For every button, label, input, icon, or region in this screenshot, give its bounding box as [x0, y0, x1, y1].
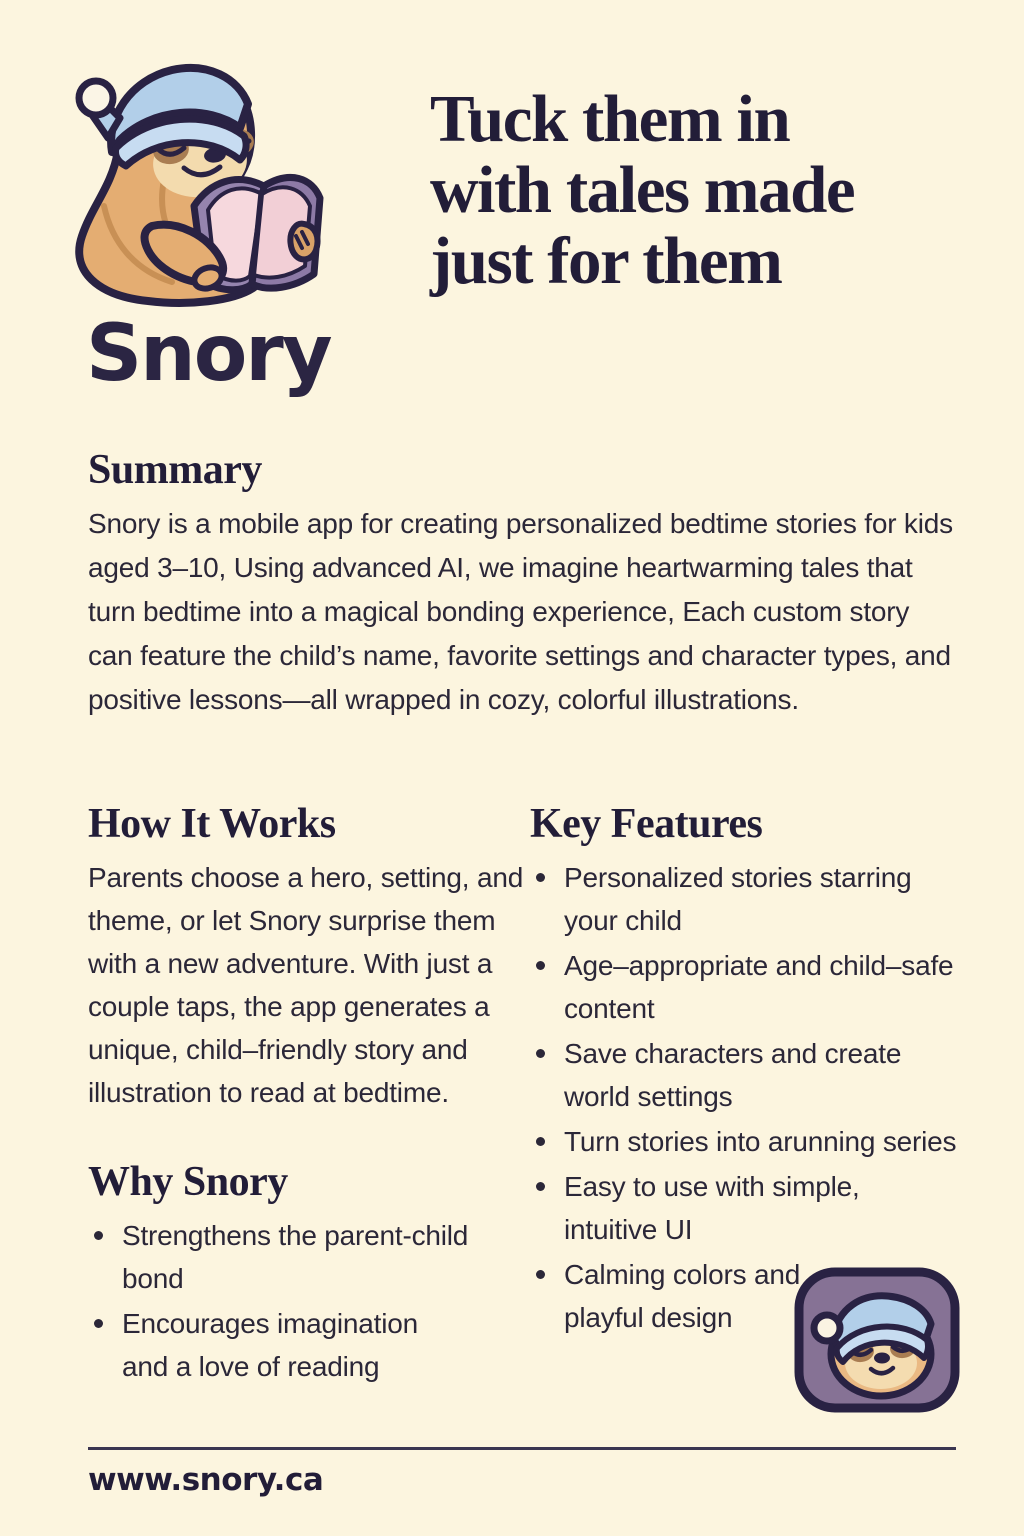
benefit-item: Encourages imagination and a love of reading — [88, 1302, 462, 1388]
nightcap-pompom — [79, 81, 113, 115]
key-features-heading: Key Features — [530, 801, 763, 847]
how-it-works-heading: How It Works — [88, 801, 336, 847]
why-snory-heading: Why Snory — [88, 1159, 288, 1205]
feature-item: Personalized stories starring your child — [530, 856, 968, 942]
feature-item: Calming colors and playful design — [530, 1253, 812, 1339]
feature-item: Easy to use with simple, intuitive UI — [530, 1165, 916, 1251]
summary-body: Snory is a mobile app for creating personalized bedtime stories for kids aged 3–10, Using advanced AI, we imagine heartwarming tales that turn bedtime into a magical bonding experience, Each custom story can feature the child’s name, favorite settings and character types, and positive lessons—all wrapped in cozy, colorful illustrations. — [88, 508, 953, 715]
why-snory-list — [88, 1214, 524, 1388]
brand-wordmark: Snory — [86, 309, 331, 399]
feature-item: Save characters and create world settings — [530, 1032, 968, 1118]
summary-heading: Summary — [88, 447, 262, 493]
how-it-works-body: Parents choose a hero, setting, and theme, or let Snory surprise them with a new adventure. With just a couple taps, the app generates a unique, child–friendly story and illustration to read at bedtime. — [88, 862, 524, 1108]
left-column — [88, 800, 524, 1390]
footer-divider — [88, 1447, 956, 1450]
summary-section — [88, 446, 960, 722]
headline — [430, 84, 960, 297]
how-it-works-section — [88, 800, 524, 1114]
feature-item: Turn stories into arunning series — [530, 1120, 968, 1163]
headline-line-1: Tuck them in — [430, 82, 790, 156]
key-features-section — [530, 800, 968, 1341]
benefit-item: Strengthens the parent-child bond — [88, 1214, 524, 1300]
app-icon — [793, 1266, 961, 1414]
sloth-paw-right — [290, 224, 317, 260]
app-icon-pompom — [814, 1315, 840, 1341]
sloth-mascot-icon — [68, 56, 352, 318]
feature-item: Age–appropriate and child–safe content — [530, 944, 968, 1030]
headline-line-3: just for them — [430, 224, 782, 298]
website-url: www.snory.ca — [88, 1462, 324, 1498]
why-snory-section — [88, 1158, 524, 1388]
headline-line-2: with tales made — [430, 153, 855, 227]
